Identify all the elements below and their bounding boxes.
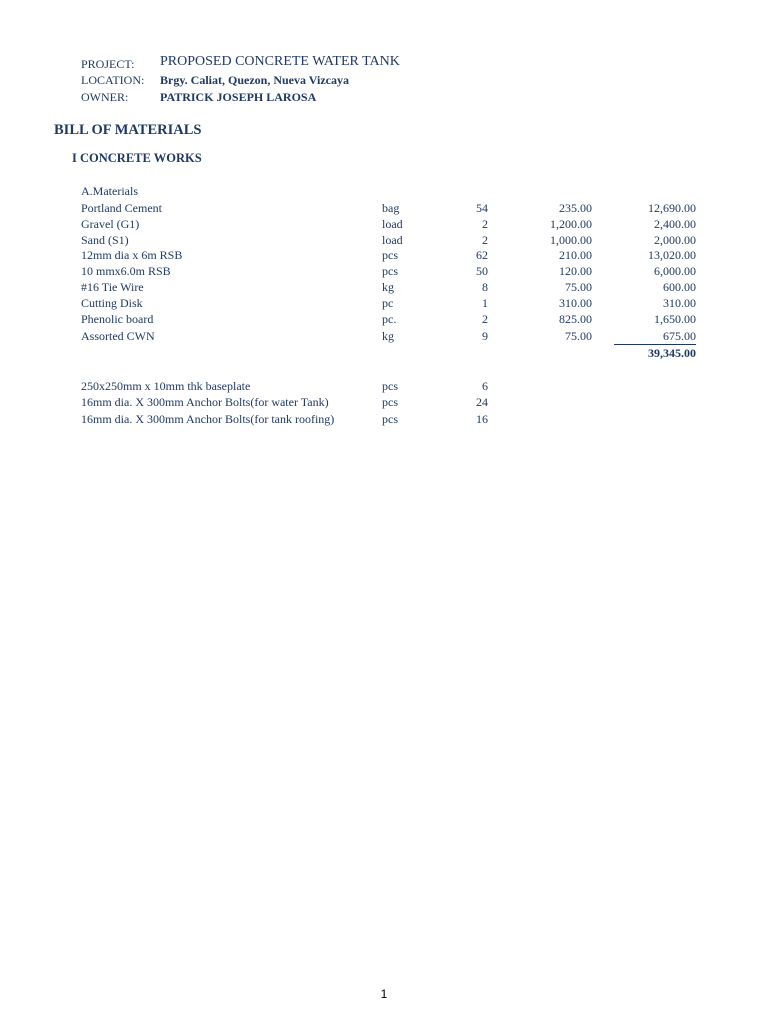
table-row [0,216,768,232]
item-unit-price: 1,000.00 [550,233,592,247]
item-quantity: 8 [482,280,488,294]
item-description: 16mm dia. X 300mm Anchor Bolts(for water Tank) [81,395,329,409]
location-value: Brgy. Caliat, Quezon, Nueva Vizcaya [160,73,349,87]
item-quantity: 54 [476,201,488,215]
item-unit: pcs [382,395,398,409]
item-amount: 13,020.00 [648,248,696,262]
item-amount: 600.00 [663,280,696,294]
item-amount: 12,690.00 [648,201,696,215]
table-row [0,279,768,295]
item-unit-price: 120.00 [559,264,592,278]
item-amount: 310.00 [663,296,696,310]
item-unit: pc [382,296,394,310]
item-description: Gravel (G1) [81,217,140,231]
materials-total: 39,345.00 [648,346,696,360]
owner-value: PATRICK JOSEPH LAROSA [160,90,317,104]
item-unit: pc. [382,312,397,326]
table-row [0,247,768,263]
item-unit-price: 75.00 [565,329,592,343]
item-quantity: 24 [476,395,488,409]
section-heading: I CONCRETE WORKS [72,151,202,165]
item-quantity: 1 [482,296,488,310]
item-description: Assorted CWN [81,329,155,343]
item-description: #16 Tie Wire [81,280,144,294]
item-description: Sand (S1) [81,233,129,247]
item-unit: bag [382,201,400,215]
item-unit-price: 210.00 [559,248,592,262]
item-amount: 675.00 [614,328,696,345]
item-unit-price: 825.00 [559,312,592,326]
item-description: Portland Cement [81,201,162,215]
table-row [0,394,768,410]
item-quantity: 62 [476,248,488,262]
item-quantity: 16 [476,412,488,426]
table-row [0,295,768,311]
item-unit: kg [382,280,394,294]
item-unit-price: 310.00 [559,296,592,310]
item-description: Cutting Disk [81,296,143,310]
materials-subheading: A.Materials [81,184,138,198]
table-row [0,411,768,427]
table-row [0,232,768,248]
item-amount: 2,400.00 [654,217,696,231]
project-label: PROJECT: [81,57,135,71]
item-description: 16mm dia. X 300mm Anchor Bolts(for tank roofing) [81,412,335,426]
table-row [0,311,768,327]
table-row [0,200,768,216]
item-unit: kg [382,329,394,343]
item-amount: 1,650.00 [654,312,696,326]
item-quantity: 2 [482,233,488,247]
item-quantity: 6 [482,379,488,393]
item-unit: load [382,233,403,247]
item-quantity: 2 [482,312,488,326]
item-amount: 6,000.00 [654,264,696,278]
item-unit: pcs [382,248,398,262]
item-description: Phenolic board [81,312,154,326]
page-number: 1 [380,987,388,1001]
item-quantity: 9 [482,329,488,343]
item-unit: load [382,217,403,231]
table-row [0,328,768,344]
item-description: 250x250mm x 10mm thk baseplate [81,379,251,393]
table-row [0,378,768,394]
item-unit-price: 235.00 [559,201,592,215]
table-row [0,263,768,279]
item-quantity: 2 [482,217,488,231]
item-unit: pcs [382,264,398,278]
location-label: LOCATION: [81,73,145,87]
item-amount: 2,000.00 [654,233,696,247]
owner-label: OWNER: [81,90,129,104]
item-description: 12mm dia x 6m RSB [81,248,183,262]
project-value: PROPOSED CONCRETE WATER TANK [160,54,400,69]
item-unit: pcs [382,379,398,393]
document-title: BILL OF MATERIALS [54,122,202,138]
item-quantity: 50 [476,264,488,278]
item-unit-price: 75.00 [565,280,592,294]
item-unit: pcs [382,412,398,426]
item-description: 10 mmx6.0m RSB [81,264,171,278]
item-unit-price: 1,200.00 [550,217,592,231]
